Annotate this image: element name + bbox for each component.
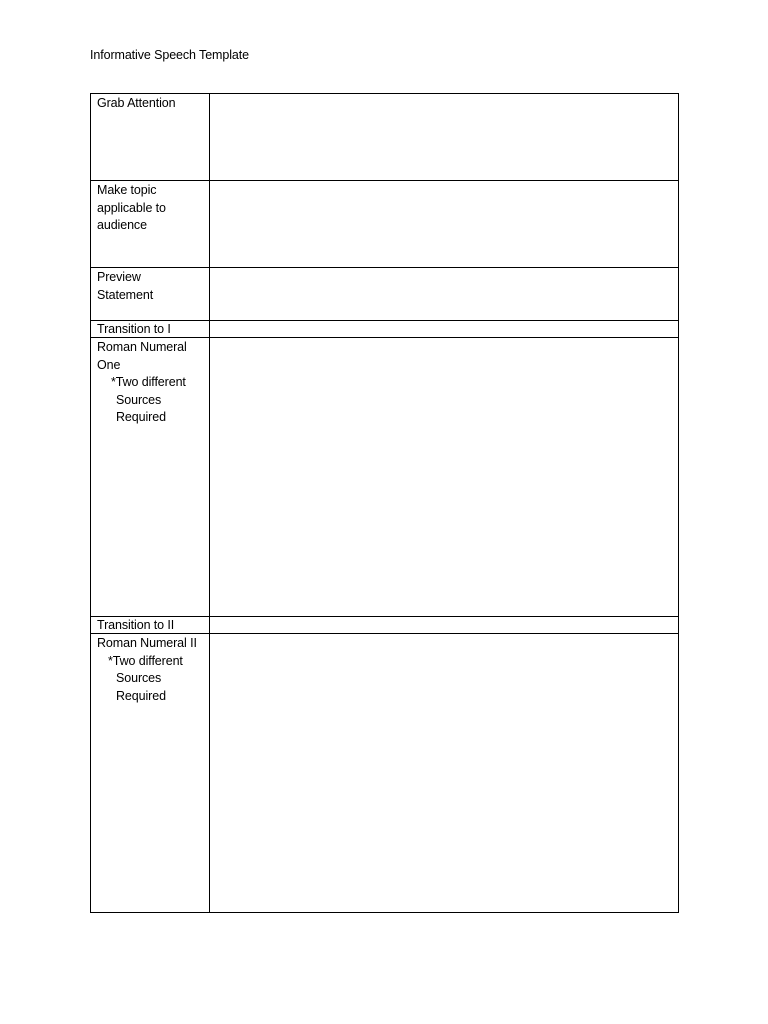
label-line: Sources bbox=[116, 392, 162, 407]
label-line: Statement bbox=[97, 287, 154, 302]
label-line: Grab Attention bbox=[97, 96, 176, 110]
label-line: Roman Numeral II bbox=[97, 636, 197, 650]
label-line: applicable to bbox=[97, 200, 166, 215]
table-row-roman-2 bbox=[91, 634, 679, 913]
row-label-applicable bbox=[91, 181, 210, 268]
row-label-transition-1 bbox=[91, 321, 210, 338]
table-row-roman-1 bbox=[91, 338, 679, 617]
content-cell-roman-2[interactable] bbox=[210, 634, 679, 913]
row-label-grab-attention bbox=[91, 94, 210, 181]
table-row-grab-attention bbox=[91, 94, 679, 181]
content-cell-transition-2[interactable] bbox=[210, 617, 679, 634]
label-line: One bbox=[97, 357, 121, 372]
label-line: *Two different bbox=[111, 375, 186, 389]
label-line: Transition to I bbox=[97, 322, 171, 336]
label-line: audience bbox=[97, 218, 147, 232]
content-cell-grab-attention[interactable] bbox=[210, 94, 679, 181]
label-line: Preview bbox=[97, 270, 141, 284]
content-cell-applicable[interactable] bbox=[210, 181, 679, 268]
row-label-preview bbox=[91, 268, 210, 321]
speech-template-table bbox=[90, 93, 679, 913]
content-cell-transition-1[interactable] bbox=[210, 321, 679, 338]
label-line: Transition to II bbox=[97, 618, 175, 632]
row-label-roman-1 bbox=[91, 338, 210, 617]
table-row-preview bbox=[91, 268, 679, 321]
label-line: Make topic bbox=[97, 183, 157, 197]
label-line: *Two different bbox=[108, 653, 183, 668]
document-title: Informative Speech Template bbox=[90, 48, 249, 62]
label-line: Roman Numeral bbox=[97, 340, 187, 354]
table-row-applicable bbox=[91, 181, 679, 268]
label-line: Required bbox=[116, 688, 166, 703]
table-row-transition-2 bbox=[91, 617, 679, 634]
content-cell-roman-1[interactable] bbox=[210, 338, 679, 617]
content-cell-preview[interactable] bbox=[210, 268, 679, 321]
row-label-transition-2 bbox=[91, 617, 210, 634]
row-label-roman-2 bbox=[91, 634, 210, 913]
label-line: Sources bbox=[116, 671, 162, 685]
label-line: Required bbox=[116, 410, 166, 424]
table-row-transition-1 bbox=[91, 321, 679, 338]
